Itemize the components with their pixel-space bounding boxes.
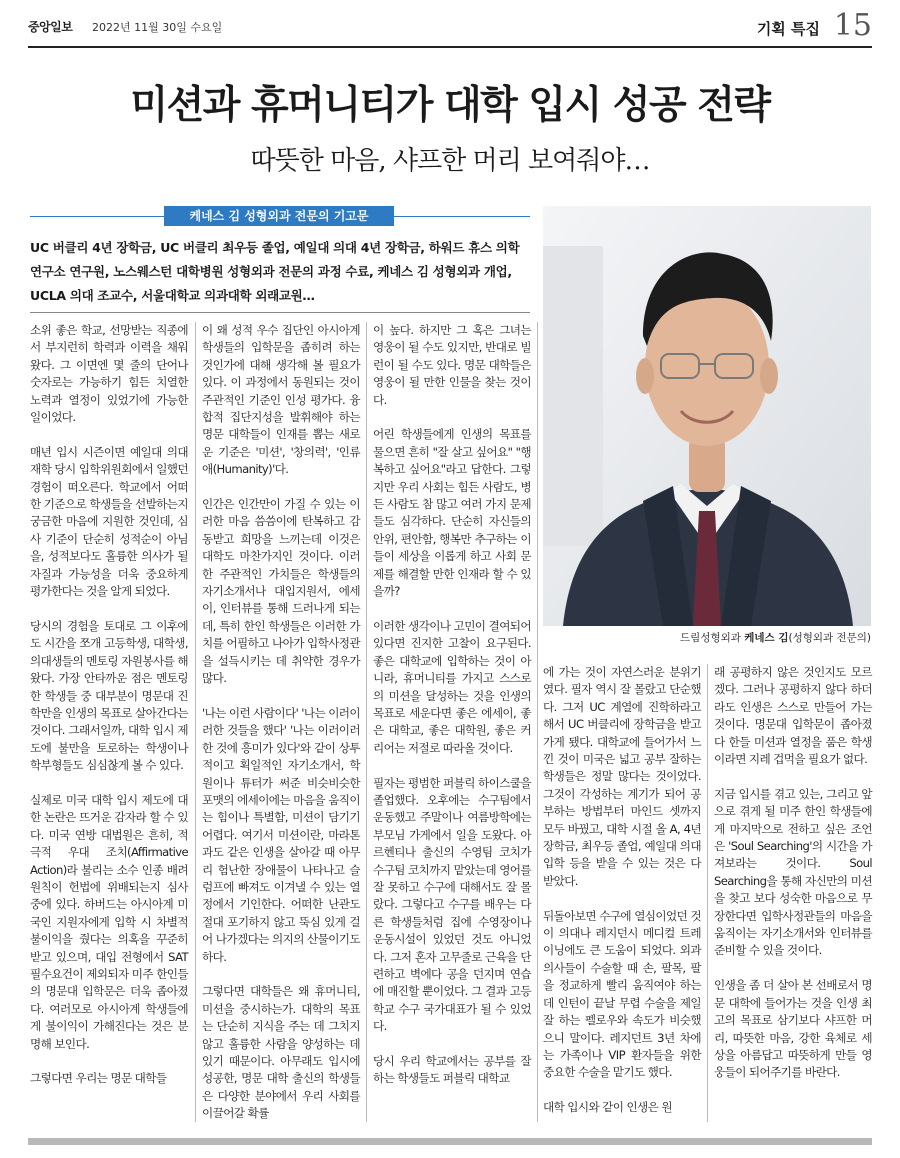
column-divider — [366, 322, 367, 1122]
caption-suffix: (성형외과 전문의) — [788, 632, 871, 644]
paragraph: 그렇다면 우리는 명문 대학들 — [30, 1071, 167, 1086]
photo-caption — [543, 630, 871, 645]
paragraph: '나는 이런 사람이다' '나는 이러이러한 것들을 했다' '나는 이러이러한 것에 흥미가 있다'와 같이 상투적이고 획일적인 자기소개서, 학원이나 튜터가 써준 비슷비슷한 포맷의 에세이에는 마음을 움직이는 힘이나 특별함, 미션이 담기기 어렵다. 여기서 미션이란, 마라톤과도 같은 인생을 살아갈 때 아무리 험난한 장애물이 나타나고 슬럼프에 빠져도 이겨낼 수 있는 열정에서 기인한다. 어떠한 난관도 절대 포기하지 않고 뚝심 있게 걸어 나가겠다는 의지의 산물이기도 하다. — [202, 705, 360, 964]
author-bio: UC 버클리 4년 장학금, UC 버클리 최우등 졸업, 예일대 의대 4년 장학금, 하워드 휴스 의학연구소 연구원, 노스웨스턴 대학병원 성형외과 전문의 과정 수료, 케네스 김 성형외과 개업, UCLA 의대 조교수, 서울대학교 의과대학 외래교원… — [30, 240, 520, 303]
article-column-5 — [714, 664, 872, 1099]
paragraph: 당시의 경험을 토대로 그 이후에도 시간을 쪼개 고등학생, 대학생, 의대생들의 멘토링 자원봉사를 해왔다. 가장 안타까운 점은 멘토링한 학생들 중 대부분이 명문대 진학만을 인생의 목표로 살아간다는 것이다. 그래서일까, 대학 입시 제도에 불만을 토로하는 학생이나 학부형들도 심심찮게 볼 수 있다. — [30, 618, 188, 773]
paragraph: 매년 입시 시즌이면 예일대 의대 재학 당시 입학위원회에서 일했던 경험이 떠오른다. 학교에서 어떠한 기준으로 학생들을 선발하는지 궁금한 마음에 지원한 것인데, 심사 기준이 단순히 성적순이 아님을, 성적보다도 훌륭한 의사가 될 자질과 가능성을 더욱 중요하게 평가한다는 것을 알게 되었다. — [30, 444, 188, 599]
paragraph: 그렇다면 대학들은 왜 휴머니티, 미션을 중시하는가. 대학의 목표는 단순히 지식을 주는 데 그치지 않고 훌륭한 사람을 양성하는 데 있기 때문이다. 아무래도 입시에 성공한, 명문 대학 출신의 학생들은 다양한 분야에서 우리 사회를 이끌어갈 확률 — [202, 984, 360, 1121]
header-rule — [28, 46, 872, 48]
caption-prefix: 드림성형외과 — [680, 632, 745, 644]
article-column-4 — [543, 664, 701, 1134]
section-title: 기획 특집 — [756, 20, 820, 38]
paragraph: 래 공평하지 않은 것인지도 모르겠다. 그러나 공평하지 않다 하더라도 인생은 스스로 만들어 가는 것이다. 명문대 입학문이 좁아졌다 한들 미션과 열정을 품은 학생이라면 지레 겁먹을 필요가 없다. — [714, 665, 872, 767]
column-divider — [537, 322, 538, 1122]
column-divider — [707, 664, 708, 1122]
paragraph: 이러한 생각이나 고민이 결여되어 있다면 진지한 고찰이 요구된다. 좋은 대학교에 입학하는 것이 아니라, 휴머니티를 가지고 스스로의 미션을 달성하는 것을 인생의 목표로 세운다면 좋은 에세이, 좋은 대학교, 좋은 대학원, 좋은 커리어는 저절로 따라올 것이다. — [373, 618, 531, 755]
paragraph: 필자는 평범한 퍼블릭 하이스쿨을 졸업했다. 오후에는 수구팀에서 운동했고 주말이나 여름방학에는 부모님 가게에서 일을 도왔다. 아르헨티나 출신의 수영팀 코치가 수구팀 코치까지 맡았는데 영어를 잘 못하고 수구에 대해서도 잘 몰랐다. 그렇다고 수구를 배우는 다른 학생들처럼 집에 수영장이나 운동시설이 있었던 것도 아니었다. 그저 혼자 고무줄로 근육을 단련하고 벽에다 공을 던지며 연습에 매진할 뿐이었다. 그 결과 고등학교 수구 국가대표가 될 수 있었다. — [373, 775, 531, 1034]
subheadline: 따뜻한 마음, 샤프한 머리 보여줘야… — [250, 146, 650, 176]
page-header — [28, 10, 872, 44]
column-divider — [195, 322, 196, 1122]
paragraph: 이 높다. 하지만 그 혹은 그녀는 영웅이 될 수도 있지만, 반대로 빌런이 될 수도 있다. 명문 대학들은 영웅이 될 만한 인물을 찾는 것이다. — [373, 323, 531, 407]
paragraph: 실제로 미국 대학 입시 제도에 대한 논란은 뜨거운 감자라 할 수 있다. 미국 연방 대법원은 흔히, 적극적 우대 조치(Affirmative Action)라 불리는 소수 인종 배려 원칙이 헌법에 위배되는지 심사 중에 있다. 하버드는 아시아계 미국인 지원자에게 입학 시 차별적 불이익을 줬다는 의혹을 꾸준히 받고 있으며, 대입 전형에서 SAT 필수요건이 제외되자 미주 한인들의 명문대 입학문은 더욱 좁아졌다. 여러모로 아시아계 학생들에게 불이익이 가해진다는 것은 분명해 보인다. — [30, 792, 188, 1051]
footer-bar — [28, 1138, 872, 1145]
paragraph: 당시 우리 학교에서는 공부를 잘하는 학생들도 퍼블릭 대학교 — [373, 1054, 531, 1086]
paragraph: 어린 학생들에게 인생의 목표를 물으면 흔히 "잘 살고 싶어요" "행복하고 싶어요"라고 답한다. 그렇지만 우리 사회는 힘든 사람도, 병든 사람도 참 많고 여러 가지 문제들도 심각하다. 단순히 자신들의 안위, 편안함, 행복만 추구하는 이들이 세상을 이롭게 하고 사회 문제를 해결할 만한 인재라 할 수 있을까? — [373, 427, 531, 599]
paragraph: 지금 입시를 겪고 있는, 그리고 앞으로 겪게 될 미주 한인 학생들에게 마지막으로 전하고 싶은 조언은 'Soul Searching'의 시간을 가져보라는 것이다. Soul Searching을 통해 자신만의 미션을 찾고 보다 성숙한 마음으로 무장한다면 입학사정관들의 마음을 움직이는 자기소개서와 인터뷰를 준비할 수 있을 것이다. — [714, 786, 872, 958]
portrait-illustration — [543, 206, 871, 626]
paragraph: 이 왜 성적 우수 집단인 아시아계 학생들의 입학문을 좁히려 하는 것인가에 대해 생각해 볼 필요가 있다. 이 과정에서 동원되는 것이 주관적인 기준인 인성 평가다. 융합적 집단지성을 발휘해야 하는 명문 대학들이 인재를 뽑는 새로운 기준은 '미션', '창의력', '인류애(Humanity)'다. — [202, 323, 360, 477]
paragraph: 에 가는 것이 자연스러운 분위기였다. 필자 역시 잘 몰랐고 단순했다. 그저 UC 계열에 진학하라고 해서 UC 버클리에 장학금을 받고 가게 됐다. 대학교에 들어가서 느낀 것이 미국은 넓고 공부 잘하는 학생들은 정말 많다는 것이었다. 그것이 각성하는 계기가 되어 공부하는 방법부터 마인드 셋까지 모두 바꿨고, 대학 시절 올 A, 4년 장학금, 최우등 졸업, 예일대 의대 입학 등을 받을 수 있는 것은 다 받았다. — [543, 665, 701, 888]
paragraph: 인간은 인간만이 가질 수 있는 이러한 마음 씀씀이에 탄복하고 감동받고 희망을 느끼는데 이것은 대학도 마찬가지인 것이다. 이러한 주관적인 가치들은 학생들의 자기소개서나 대입지원서, 에세이, 인터뷰를 통해 드러나게 되는데, 특히 한인 학생들은 이러한 가치를 어필하고 나아가 입학사정관을 설득시키는 데 취약한 경우가 많다. — [202, 497, 360, 686]
author-photo — [543, 206, 871, 626]
paragraph: 대학 입시와 같이 인생은 원 — [543, 1100, 672, 1115]
paragraph: 인생을 좀 더 살아 본 선배로서 명문 대학에 들어가는 것을 인생 최고의 목표로 삼기보다 샤프한 머리, 따뜻한 마음, 강한 육체로 세상을 아름답고 따뜻하게 만들 영웅들이 되어주기를 바란다. — [714, 978, 872, 1080]
paragraph: 소위 좋은 학교, 선망받는 직종에서 부지런히 학력과 이력을 채워왔다. 그 이면엔 몇 줄의 단어나 숫자로는 가능하기 힘든 치열한 노력과 열정이 있었기에 가능한 일이었다. — [30, 323, 188, 425]
bio-divider — [30, 312, 530, 313]
byline: 케네스 김 성형외과 전문의 기고문 — [164, 206, 394, 226]
page-number: 15 — [833, 8, 872, 43]
paragraph: 뒤돌아보면 수구에 열심이었던 것이 의대나 레지던시 메디컬 트레이닝에도 큰 도움이 되었다. 외과의사들이 수술할 때 손, 팔목, 팔을 정교하게 빨리 움직여야 하는데 인턴이 끝날 무렵 수술을 제일 잘 하는 펠로우와 속도가 비슷했으니 말이다. 레지던트 3년 차에는 가족이나 VIP 환자들을 위한 중요한 수술을 맡기도 했다. — [543, 908, 701, 1080]
article-column-2 — [202, 322, 360, 1140]
article-column-3 — [373, 322, 531, 1105]
newspaper-logo: 중앙일보 — [28, 20, 73, 34]
issue-date: 2022년 11월 30일 수요일 — [92, 21, 223, 34]
headline: 미션과 휴머니티가 대학 입시 성공 전략 — [130, 83, 770, 128]
caption-name: 케네스 김 — [744, 632, 789, 644]
article-column-1 — [30, 322, 188, 1105]
